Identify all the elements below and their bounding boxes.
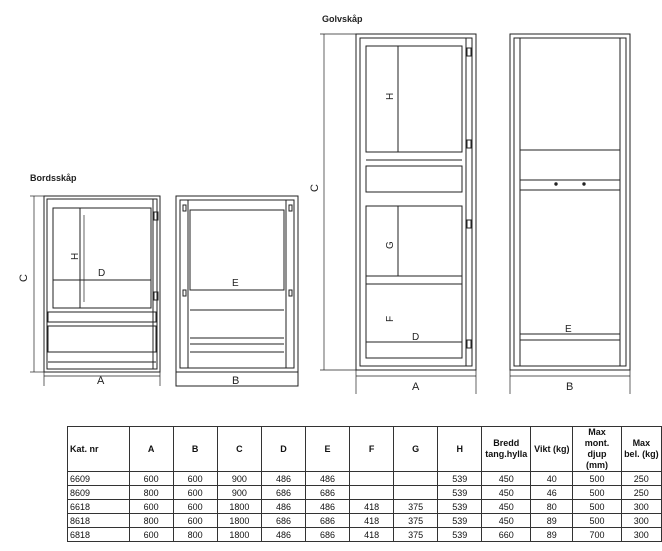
table-row bbox=[68, 514, 662, 528]
cell: 686 bbox=[306, 528, 350, 542]
header-b: B bbox=[173, 427, 217, 472]
dim-label-c-bordsskap: C bbox=[18, 274, 30, 282]
dim-label-c-golvskap: C bbox=[309, 184, 321, 192]
table-row bbox=[68, 472, 662, 486]
cell: 539 bbox=[438, 528, 482, 542]
cell bbox=[350, 486, 394, 500]
dim-label-b-bordsskap: B bbox=[232, 375, 240, 387]
cell: 8609 bbox=[68, 486, 130, 500]
header-kat-nr: Kat. nr bbox=[68, 427, 130, 472]
cell: 375 bbox=[394, 514, 438, 528]
golvskap-front-view bbox=[320, 34, 476, 394]
cell: 900 bbox=[217, 486, 261, 500]
header-d: D bbox=[261, 427, 305, 472]
cell: 539 bbox=[438, 486, 482, 500]
cell: 375 bbox=[394, 500, 438, 514]
table-row bbox=[68, 500, 662, 514]
cell: 250 bbox=[621, 486, 661, 500]
cell: 486 bbox=[261, 500, 305, 514]
cell: 600 bbox=[129, 472, 173, 486]
cell: 500 bbox=[573, 514, 621, 528]
cell: 6818 bbox=[68, 528, 130, 542]
cell: 89 bbox=[531, 528, 573, 542]
header-bredd: Bredd tang.hylla bbox=[482, 427, 531, 472]
cell: 600 bbox=[129, 500, 173, 514]
golvskap-side-view bbox=[510, 34, 630, 394]
cell: 800 bbox=[129, 514, 173, 528]
cell: 8618 bbox=[68, 514, 130, 528]
cell: 660 bbox=[482, 528, 531, 542]
cell: 686 bbox=[306, 514, 350, 528]
header-g: G bbox=[394, 427, 438, 472]
header-a: A bbox=[129, 427, 173, 472]
cell: 6609 bbox=[68, 472, 130, 486]
cell: 600 bbox=[173, 486, 217, 500]
cell: 450 bbox=[482, 486, 531, 500]
cell: 686 bbox=[261, 514, 305, 528]
cell: 450 bbox=[482, 472, 531, 486]
header-h: H bbox=[438, 427, 482, 472]
dim-label-d-golvskap: D bbox=[412, 332, 420, 343]
cell: 686 bbox=[261, 486, 305, 500]
dim-label-e-bordsskap: E bbox=[232, 278, 239, 289]
dim-label-g-golvskap: G bbox=[385, 241, 396, 249]
header-vikt: Vikt (kg) bbox=[531, 427, 573, 472]
spec-table bbox=[67, 426, 662, 542]
cell: 486 bbox=[261, 472, 305, 486]
dim-label-h-bordsskap: H bbox=[70, 252, 81, 260]
dim-label-d-bordsskap: D bbox=[98, 268, 106, 279]
cell: 418 bbox=[350, 514, 394, 528]
cell bbox=[394, 486, 438, 500]
cell: 6618 bbox=[68, 500, 130, 514]
dim-label-f-golvskap: F bbox=[385, 315, 396, 322]
cell bbox=[350, 472, 394, 486]
cell: 900 bbox=[217, 472, 261, 486]
title-golvskap: Golvskåp bbox=[322, 14, 363, 24]
dim-label-b-golvskap: B bbox=[566, 381, 574, 393]
table-row bbox=[68, 486, 662, 500]
header-max-bel: Max bel. (kg) bbox=[621, 427, 661, 472]
cell: 250 bbox=[621, 472, 661, 486]
cell: 1800 bbox=[217, 528, 261, 542]
cell: 89 bbox=[531, 514, 573, 528]
cell: 80 bbox=[531, 500, 573, 514]
cell: 486 bbox=[306, 500, 350, 514]
cell: 486 bbox=[261, 528, 305, 542]
cell: 600 bbox=[129, 528, 173, 542]
dim-label-h-golvskap: H bbox=[385, 92, 396, 100]
table-header-row bbox=[68, 427, 662, 472]
header-f: F bbox=[350, 427, 394, 472]
cell: 1800 bbox=[217, 514, 261, 528]
title-bordsskap: Bordsskåp bbox=[30, 173, 77, 183]
cell: 300 bbox=[621, 514, 661, 528]
cell: 600 bbox=[173, 500, 217, 514]
cell: 600 bbox=[173, 472, 217, 486]
bordsskap-front-view bbox=[30, 196, 160, 386]
cell: 375 bbox=[394, 528, 438, 542]
cell: 800 bbox=[129, 486, 173, 500]
table-row bbox=[68, 528, 662, 542]
cell: 686 bbox=[306, 486, 350, 500]
cell: 450 bbox=[482, 514, 531, 528]
cell: 418 bbox=[350, 500, 394, 514]
cell: 539 bbox=[438, 514, 482, 528]
cell: 1800 bbox=[217, 500, 261, 514]
dim-label-a-bordsskap: A bbox=[97, 375, 105, 387]
cell: 486 bbox=[306, 472, 350, 486]
bordsskap-side-view bbox=[176, 196, 298, 386]
cell: 600 bbox=[173, 514, 217, 528]
cell bbox=[394, 472, 438, 486]
cell: 46 bbox=[531, 486, 573, 500]
header-max-mont: Max mont. djup (mm) bbox=[573, 427, 621, 472]
cell: 500 bbox=[573, 472, 621, 486]
dim-label-e-golvskap: E bbox=[565, 324, 572, 335]
dim-label-a-golvskap: A bbox=[412, 381, 420, 393]
cell: 300 bbox=[621, 500, 661, 514]
cell: 450 bbox=[482, 500, 531, 514]
cell: 539 bbox=[438, 500, 482, 514]
cell: 300 bbox=[621, 528, 661, 542]
header-e: E bbox=[306, 427, 350, 472]
cell: 500 bbox=[573, 500, 621, 514]
cell: 500 bbox=[573, 486, 621, 500]
cell: 800 bbox=[173, 528, 217, 542]
cell: 539 bbox=[438, 472, 482, 486]
header-c: C bbox=[217, 427, 261, 472]
cell: 418 bbox=[350, 528, 394, 542]
cell: 40 bbox=[531, 472, 573, 486]
cell: 700 bbox=[573, 528, 621, 542]
